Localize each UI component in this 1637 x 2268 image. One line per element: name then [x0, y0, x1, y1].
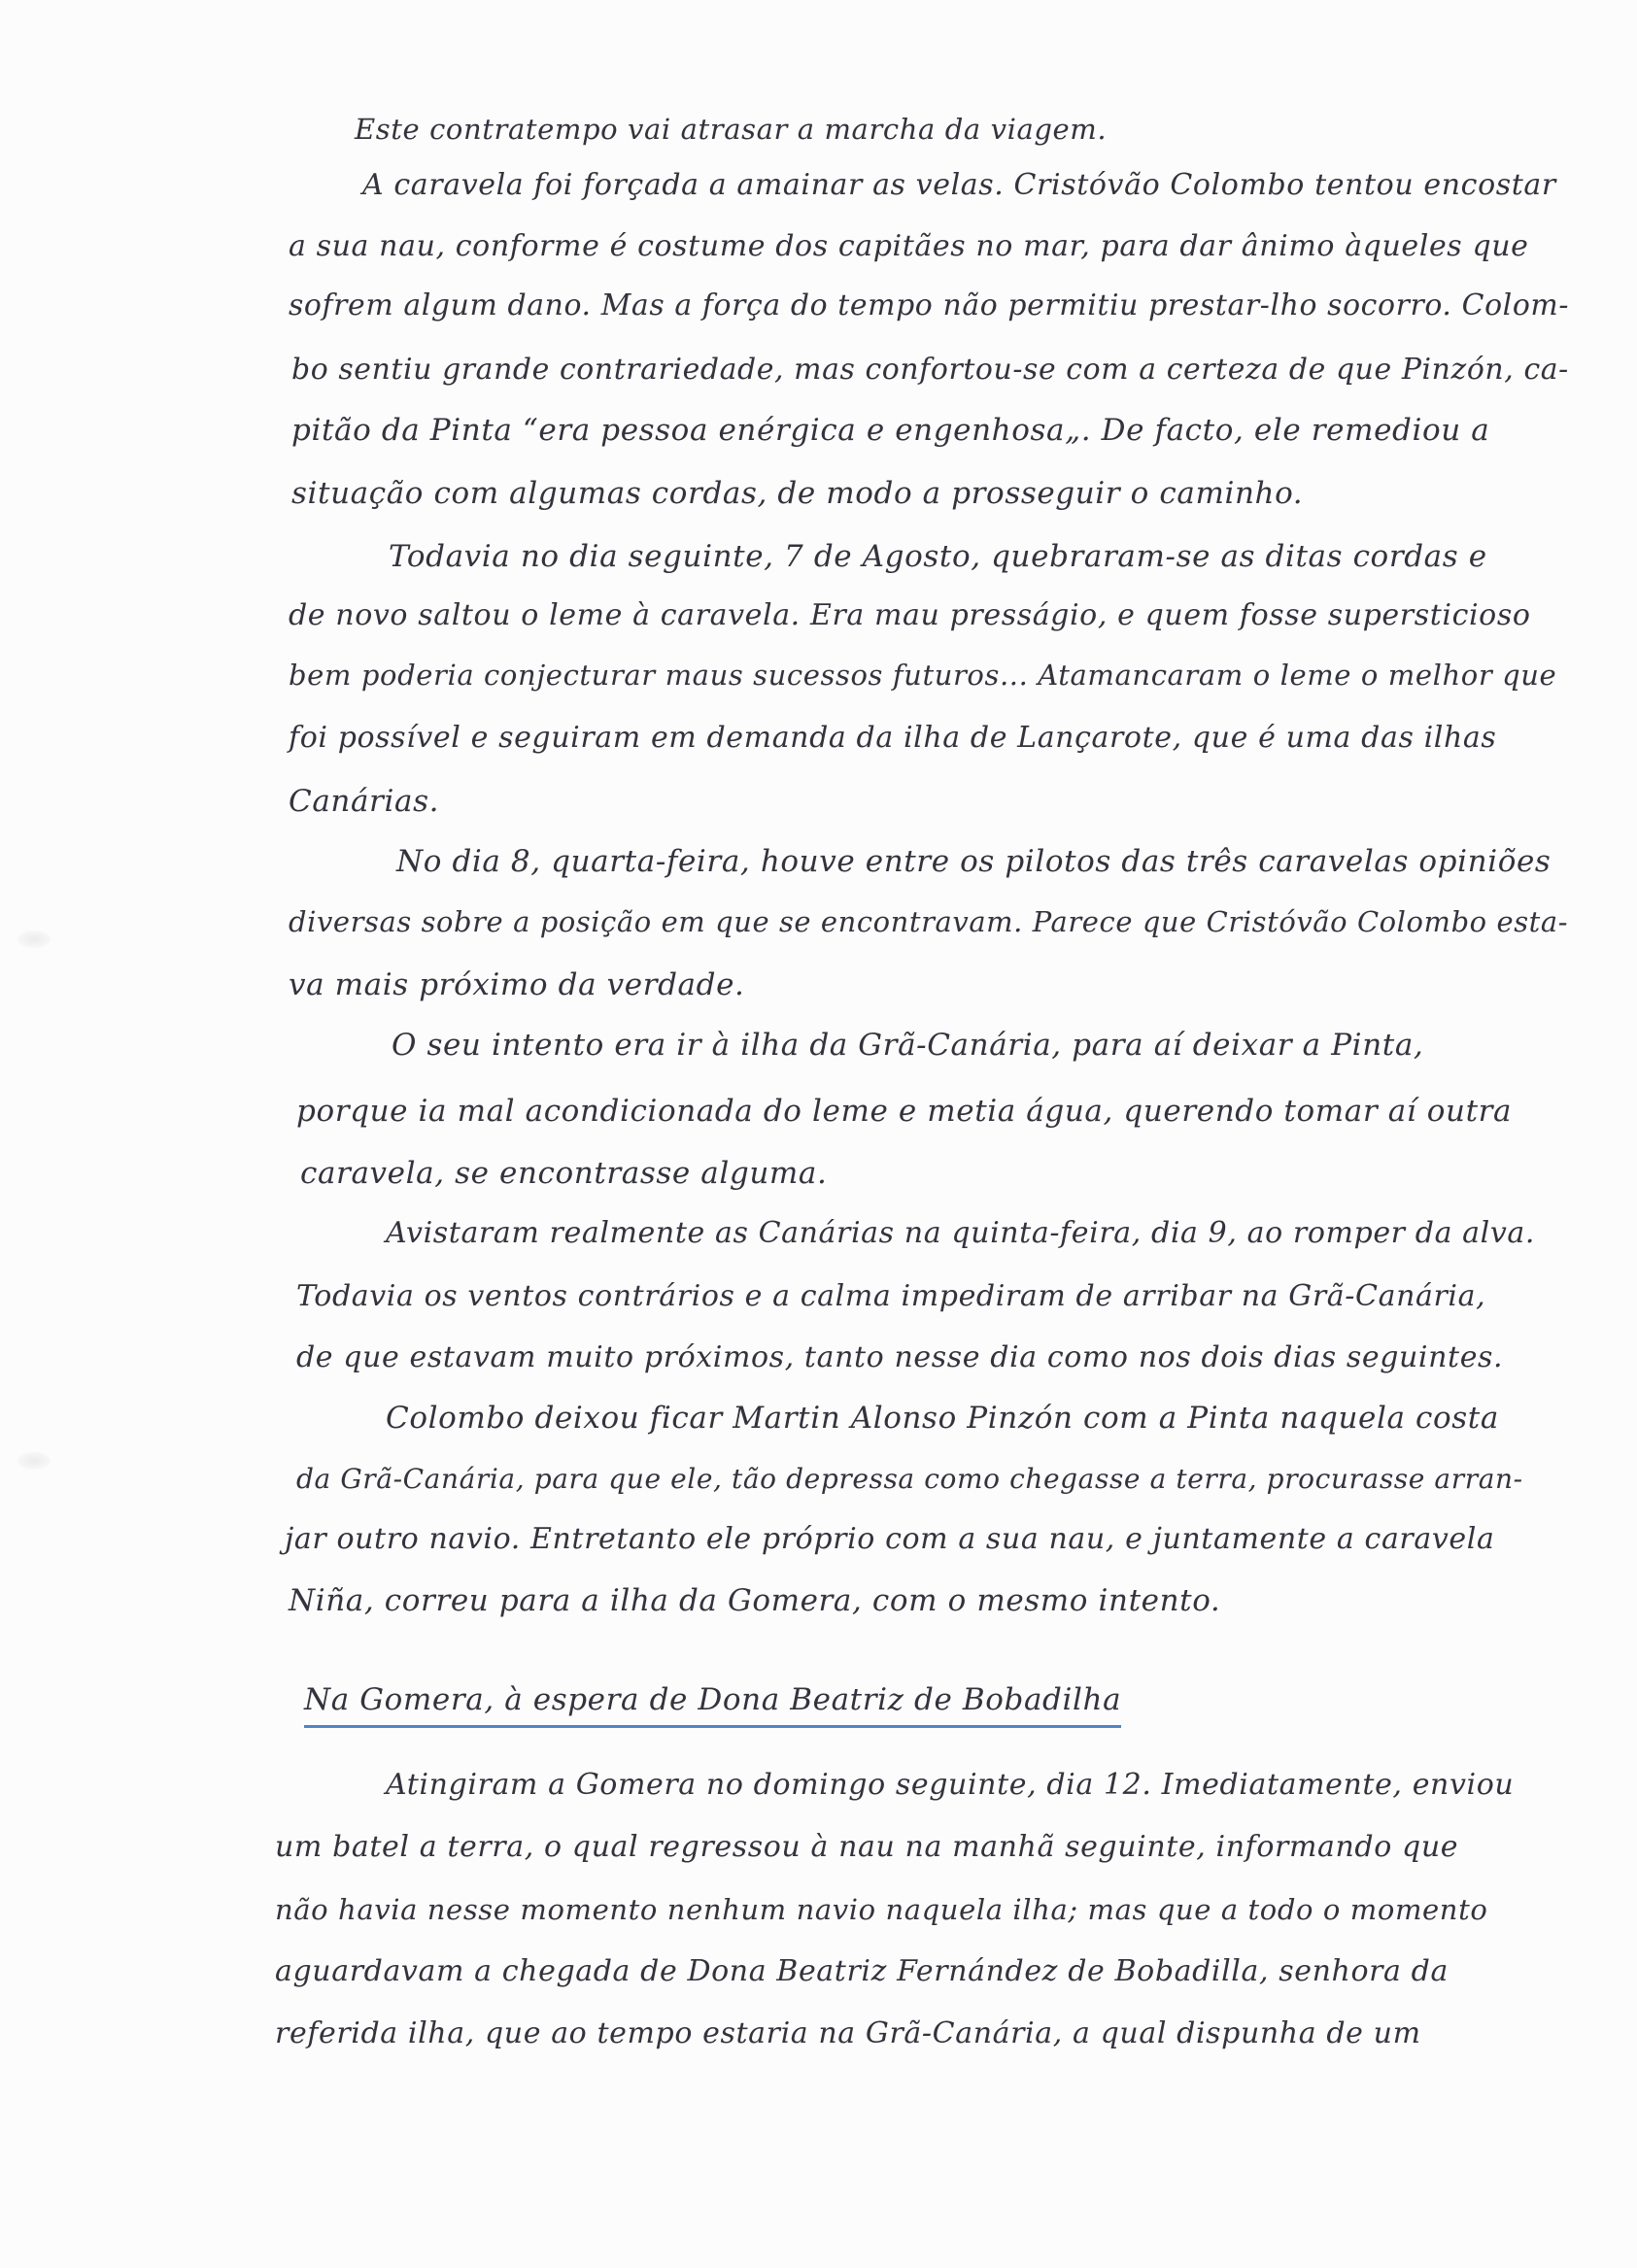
text-line: O seu intento era ir à ilha da Grã-Canária, para aí deixar a Pinta, — [392, 1028, 1424, 1063]
text-line: Atingiram a Gomera no domingo seguinte, dia 12. Imediatamente, enviou — [386, 1768, 1515, 1802]
text-line: de que estavam muito próximos, tanto nesse dia como nos dois dias seguintes. — [296, 1340, 1504, 1374]
text-line: A caravela foi forçada a amainar as velas. Cristóvão Colombo tentou encostar — [362, 168, 1556, 202]
text-line: Niña, correu para a ilha da Gomera, com o mesmo intento. — [289, 1583, 1221, 1618]
text-line: referida ilha, que ao tempo estaria na Grã-Canária, a qual dispunha de um — [275, 2016, 1421, 2050]
text-line: sofrem algum dano. Mas a força do tempo não permitiu prestar-lho socorro. Colom- — [289, 288, 1570, 322]
text-line: porque ia mal acondicionada do leme e metia água, querendo tomar aí outra — [296, 1094, 1513, 1129]
text-line: Canárias. — [289, 784, 440, 819]
text-line: Todavia no dia seguinte, 7 de Agosto, quebraram-se as ditas cordas e — [389, 539, 1487, 574]
text-line: caravela, se encontrasse alguma. — [300, 1156, 828, 1191]
text-line: um batel a terra, o qual regressou à nau na manhã seguinte, informando que — [275, 1830, 1459, 1864]
text-line: va mais próximo da verdade. — [289, 967, 745, 1002]
text-line: Avistaram realmente as Canárias na quinta-feira, dia 9, ao romper da alva. — [386, 1216, 1536, 1250]
text-line: da Grã-Canária, para que ele, tão depressa como chegasse a terra, procurasse arran- — [296, 1463, 1523, 1495]
text-line: Este contratempo vai atrasar a marcha da viagem. — [355, 113, 1108, 146]
text-line: bo sentiu grande contrariedade, mas confortou-se com a certeza de que Pinzón, ca- — [291, 353, 1569, 387]
text-line: não havia nesse momento nenhum navio naquela ilha; mas que a todo o momento — [275, 1893, 1488, 1926]
text-line: situação com algumas cordas, de modo a prosseguir o caminho. — [291, 476, 1304, 511]
section-heading: Na Gomera, à espera de Dona Beatriz de Bobadilha — [304, 1678, 1121, 1728]
text-line: bem poderia conjecturar maus sucessos futuros... Atamancaram o leme o melhor que — [289, 659, 1557, 692]
text-line: jar outro navio. Entretanto ele próprio com a sua nau, e juntamente a caravela — [285, 1522, 1495, 1556]
text-line: Todavia os ventos contrários e a calma impediram de arribar na Grã-Canária, — [296, 1279, 1486, 1313]
text-line: No dia 8, quarta-feira, houve entre os pilotos das três caravelas opiniões — [396, 844, 1552, 879]
text-line: Colombo deixou ficar Martin Alonso Pinzón com a Pinta naquela costa — [386, 1401, 1499, 1436]
text-line: diversas sobre a posição em que se encontravam. Parece que Cristóvão Colombo esta- — [289, 905, 1569, 938]
text-line: pitão da Pinta “era pessoa enérgica e engenhosa„. De facto, ele remediou a — [291, 413, 1490, 448]
text-line: a sua nau, conforme é costume dos capitães no mar, para dar ânimo àqueles que — [289, 229, 1529, 263]
text-line: foi possível e seguiram em demanda da ilha de Lançarote, que é uma das ilhas — [289, 721, 1497, 755]
text-line: aguardavam a chegada de Dona Beatriz Fernández de Bobadilla, senhora da — [275, 1954, 1449, 1988]
text-line: de novo saltou o leme à caravela. Era mau presságio, e quem fosse supersticioso — [289, 598, 1531, 632]
